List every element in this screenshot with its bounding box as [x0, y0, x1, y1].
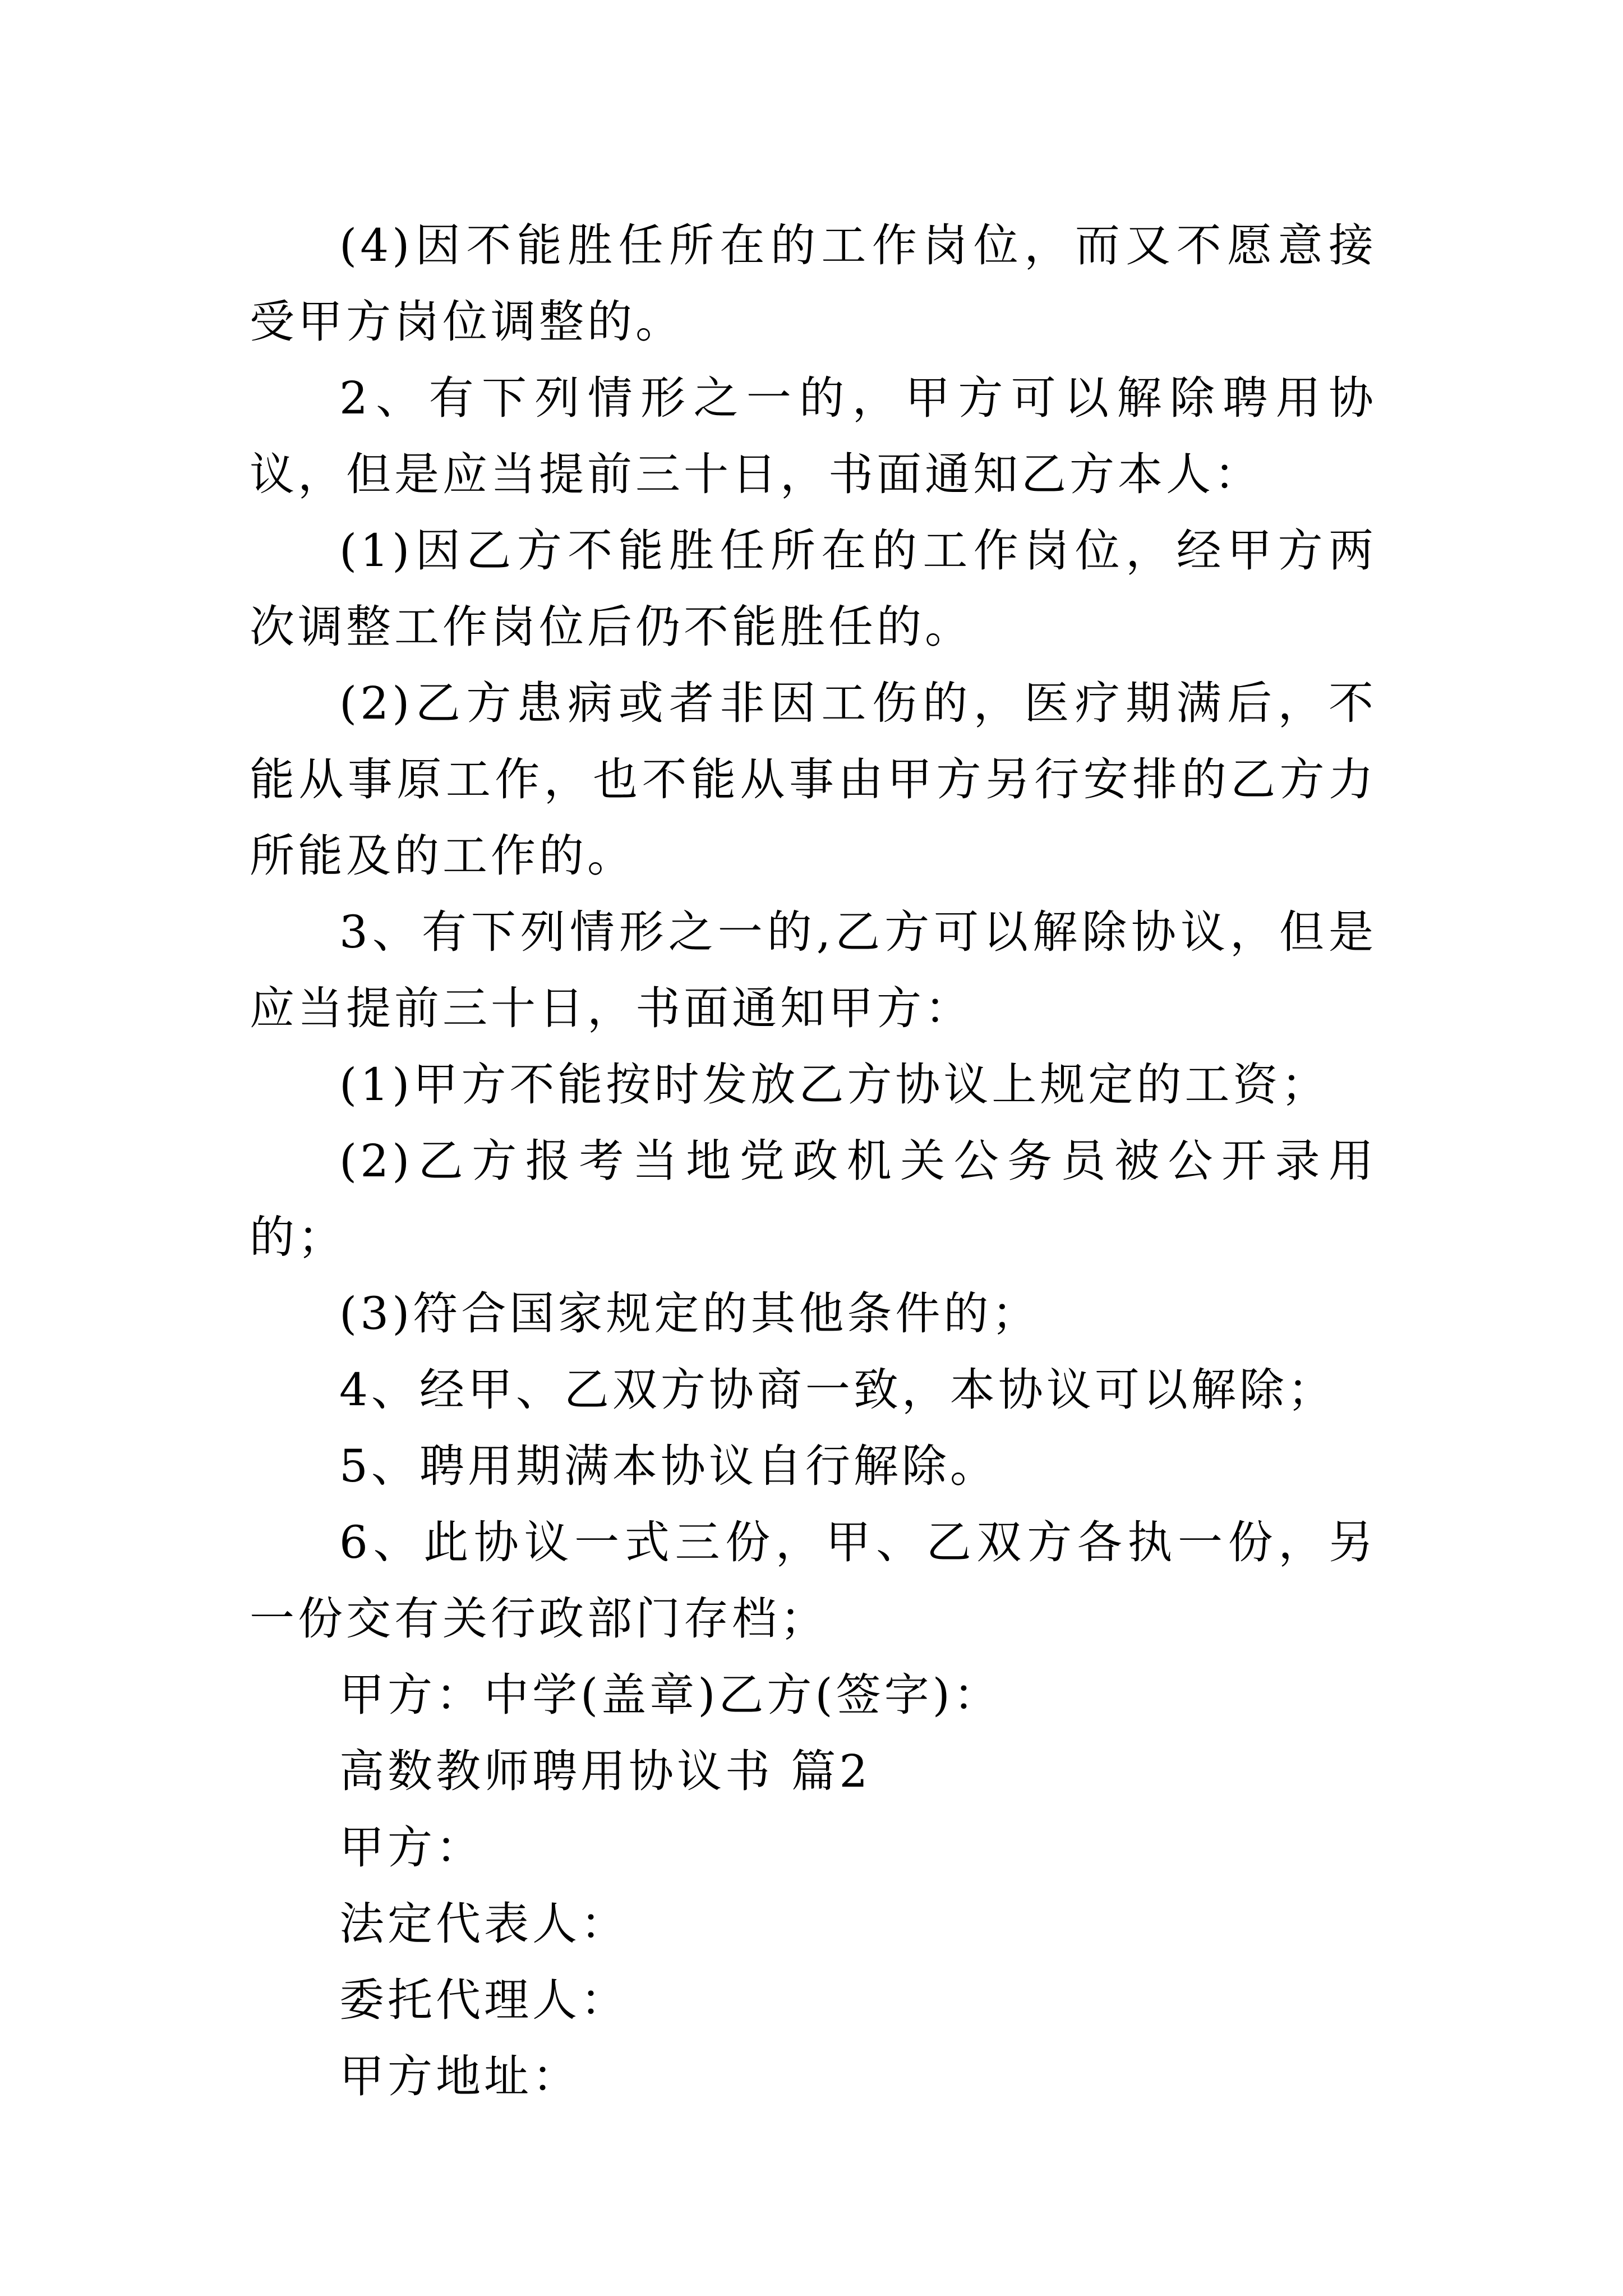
party-a-address-label: 甲方地址： — [339, 2050, 580, 2102]
paragraph-clause-6: 6、此协议一式三份，甲、乙双方各执一份，另一份交有关行政部门存档； — [250, 1516, 1377, 1645]
paragraph-clause-3-1: (1)甲方不能按时发放乙方协议上规定的工资； — [339, 1059, 1330, 1111]
document-body — [250, 208, 1377, 2115]
section-heading: 高数教师聘用协议书 篇2 — [339, 1745, 872, 1797]
paragraph-clause-2: 2、有下列情形之一的，甲方可以解除聘用协议，但是应当提前三十日，书面通知乙方本人： — [250, 372, 1377, 500]
paragraph-clause-2-2: (2)乙方患病或者非因工伤的，医疗期满后，不能从事原工作，也不能从事由甲方另行安排的乙方力所能及的工作的。 — [250, 677, 1377, 882]
paragraph-clause-5: 5、聘用期满本协议自行解除。 — [339, 1440, 998, 1492]
party-a-label: 甲方： — [339, 1821, 484, 1874]
paragraph-clause-4: 4、经甲、乙双方协商一致，本协议可以解除； — [339, 1364, 1336, 1416]
legal-representative-label: 法定代表人： — [339, 1898, 629, 1950]
paragraph-clause-3-2: (2)乙方报考当地党政机关公务员被公开录用的； — [250, 1135, 1377, 1263]
paragraph-clause-3-3: (3)符合国家规定的其他条件的； — [339, 1287, 1040, 1340]
authorized-agent-label: 委托代理人： — [339, 1974, 629, 2026]
paragraph-clause-2-1: (1)因乙方不能胜任所在的工作岗位，经甲方两次调整工作岗位后仍不能胜任的。 — [250, 524, 1377, 653]
paragraph-clause-3: 3、有下列情形之一的,乙方可以解除协议，但是应当提前三十日，书面通知甲方： — [250, 906, 1377, 1034]
signature-line: 甲方：中学(盖章)乙方(签字)： — [339, 1669, 1002, 1721]
paragraph-clause-4-4: (4)因不能胜任所在的工作岗位，而又不愿意接受甲方岗位调整的。 — [250, 219, 1377, 348]
